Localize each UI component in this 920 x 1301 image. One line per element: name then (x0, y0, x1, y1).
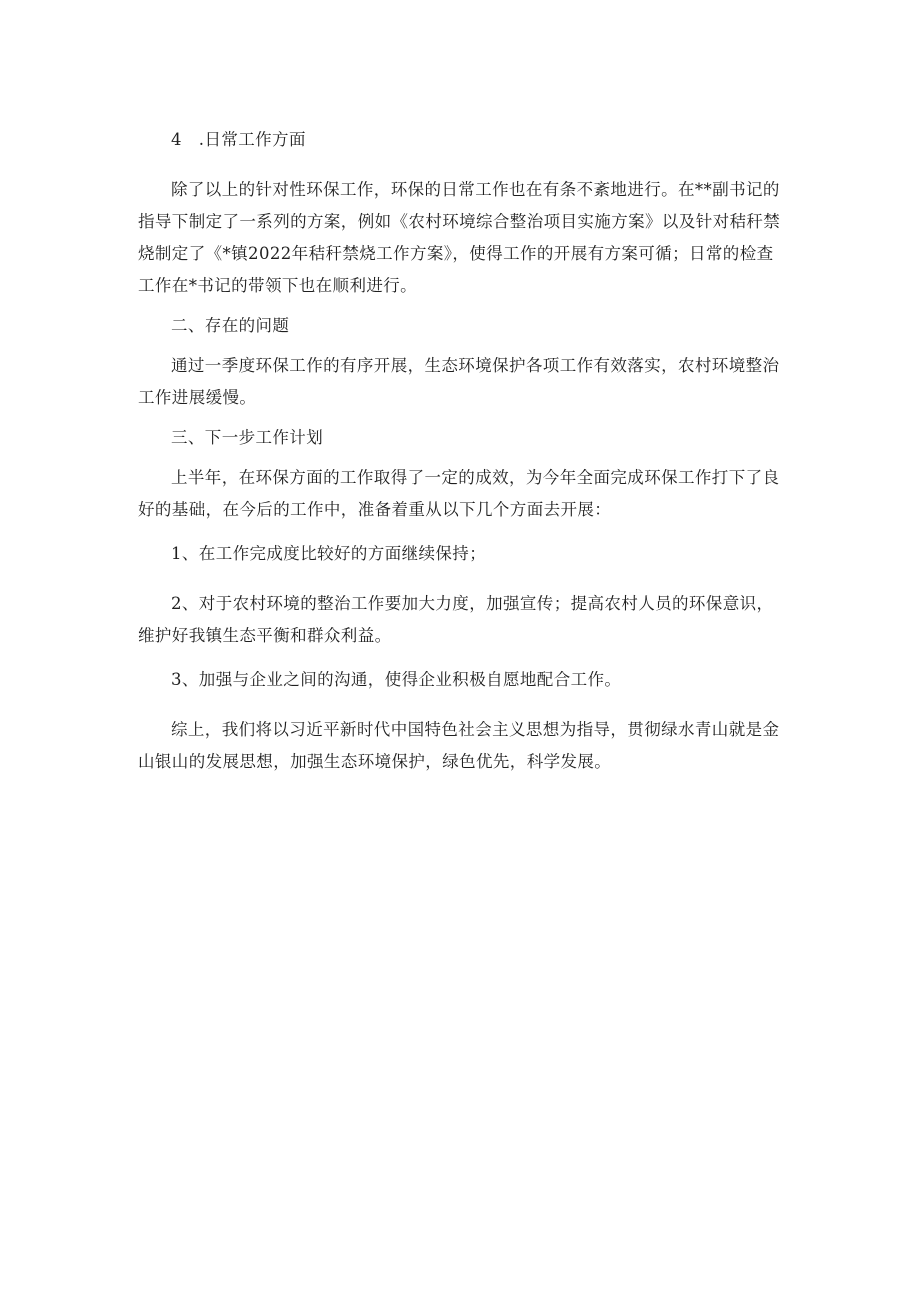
paragraph-daily-work: 除了以上的针对性环保工作，环保的日常工作也在有条不紊地进行。在**副书记的指导下制定了一系列的方案，例如《农村环境综合整治项目实施方案》以及针对秸秆禁烧制定了《*镇2022年秸秆禁烧工作方案》，使得工作的开展有方案可循；日常的检查工作在*书记的带领下也在顺利进行。 (138, 180, 781, 295)
list-item-3: 3、加强与企业之间的沟通，使得企业积极自愿地配合工作。 (171, 670, 622, 689)
section-heading-next-plan: 三、下一步工作计划 (171, 428, 324, 447)
section-heading-daily-work: 4 .日常工作方面 (171, 130, 306, 149)
paragraph-existing-problems: 通过一季度环保工作的有序开展，生态环境保护各项工作有效落实，农村环境整治工作进展缓慢。 (138, 356, 780, 407)
list-item-2: 2、对于农村环境的整治工作要加大力度，加强宣传；提高农村人员的环保意识，维护好我镇生态平衡和群众利益。 (138, 594, 774, 645)
paragraph-conclusion: 综上，我们将以习近平新时代中国特色社会主义思想为指导，贯彻绿水青山就是金山银山的发展思想，加强生态环境保护，绿色优先，科学发展。 (138, 720, 780, 771)
list-item-1: 1、在工作完成度比较好的方面继续保持； (171, 544, 487, 563)
document-body (138, 124, 788, 778)
section-heading-existing-problems: 二、存在的问题 (171, 316, 290, 335)
paragraph-next-plan-intro: 上半年，在环保方面的工作取得了一定的成效，为今年全面完成环保工作打下了良好的基础，在今后的工作中，准备着重从以下几个方面去开展： (138, 468, 780, 519)
